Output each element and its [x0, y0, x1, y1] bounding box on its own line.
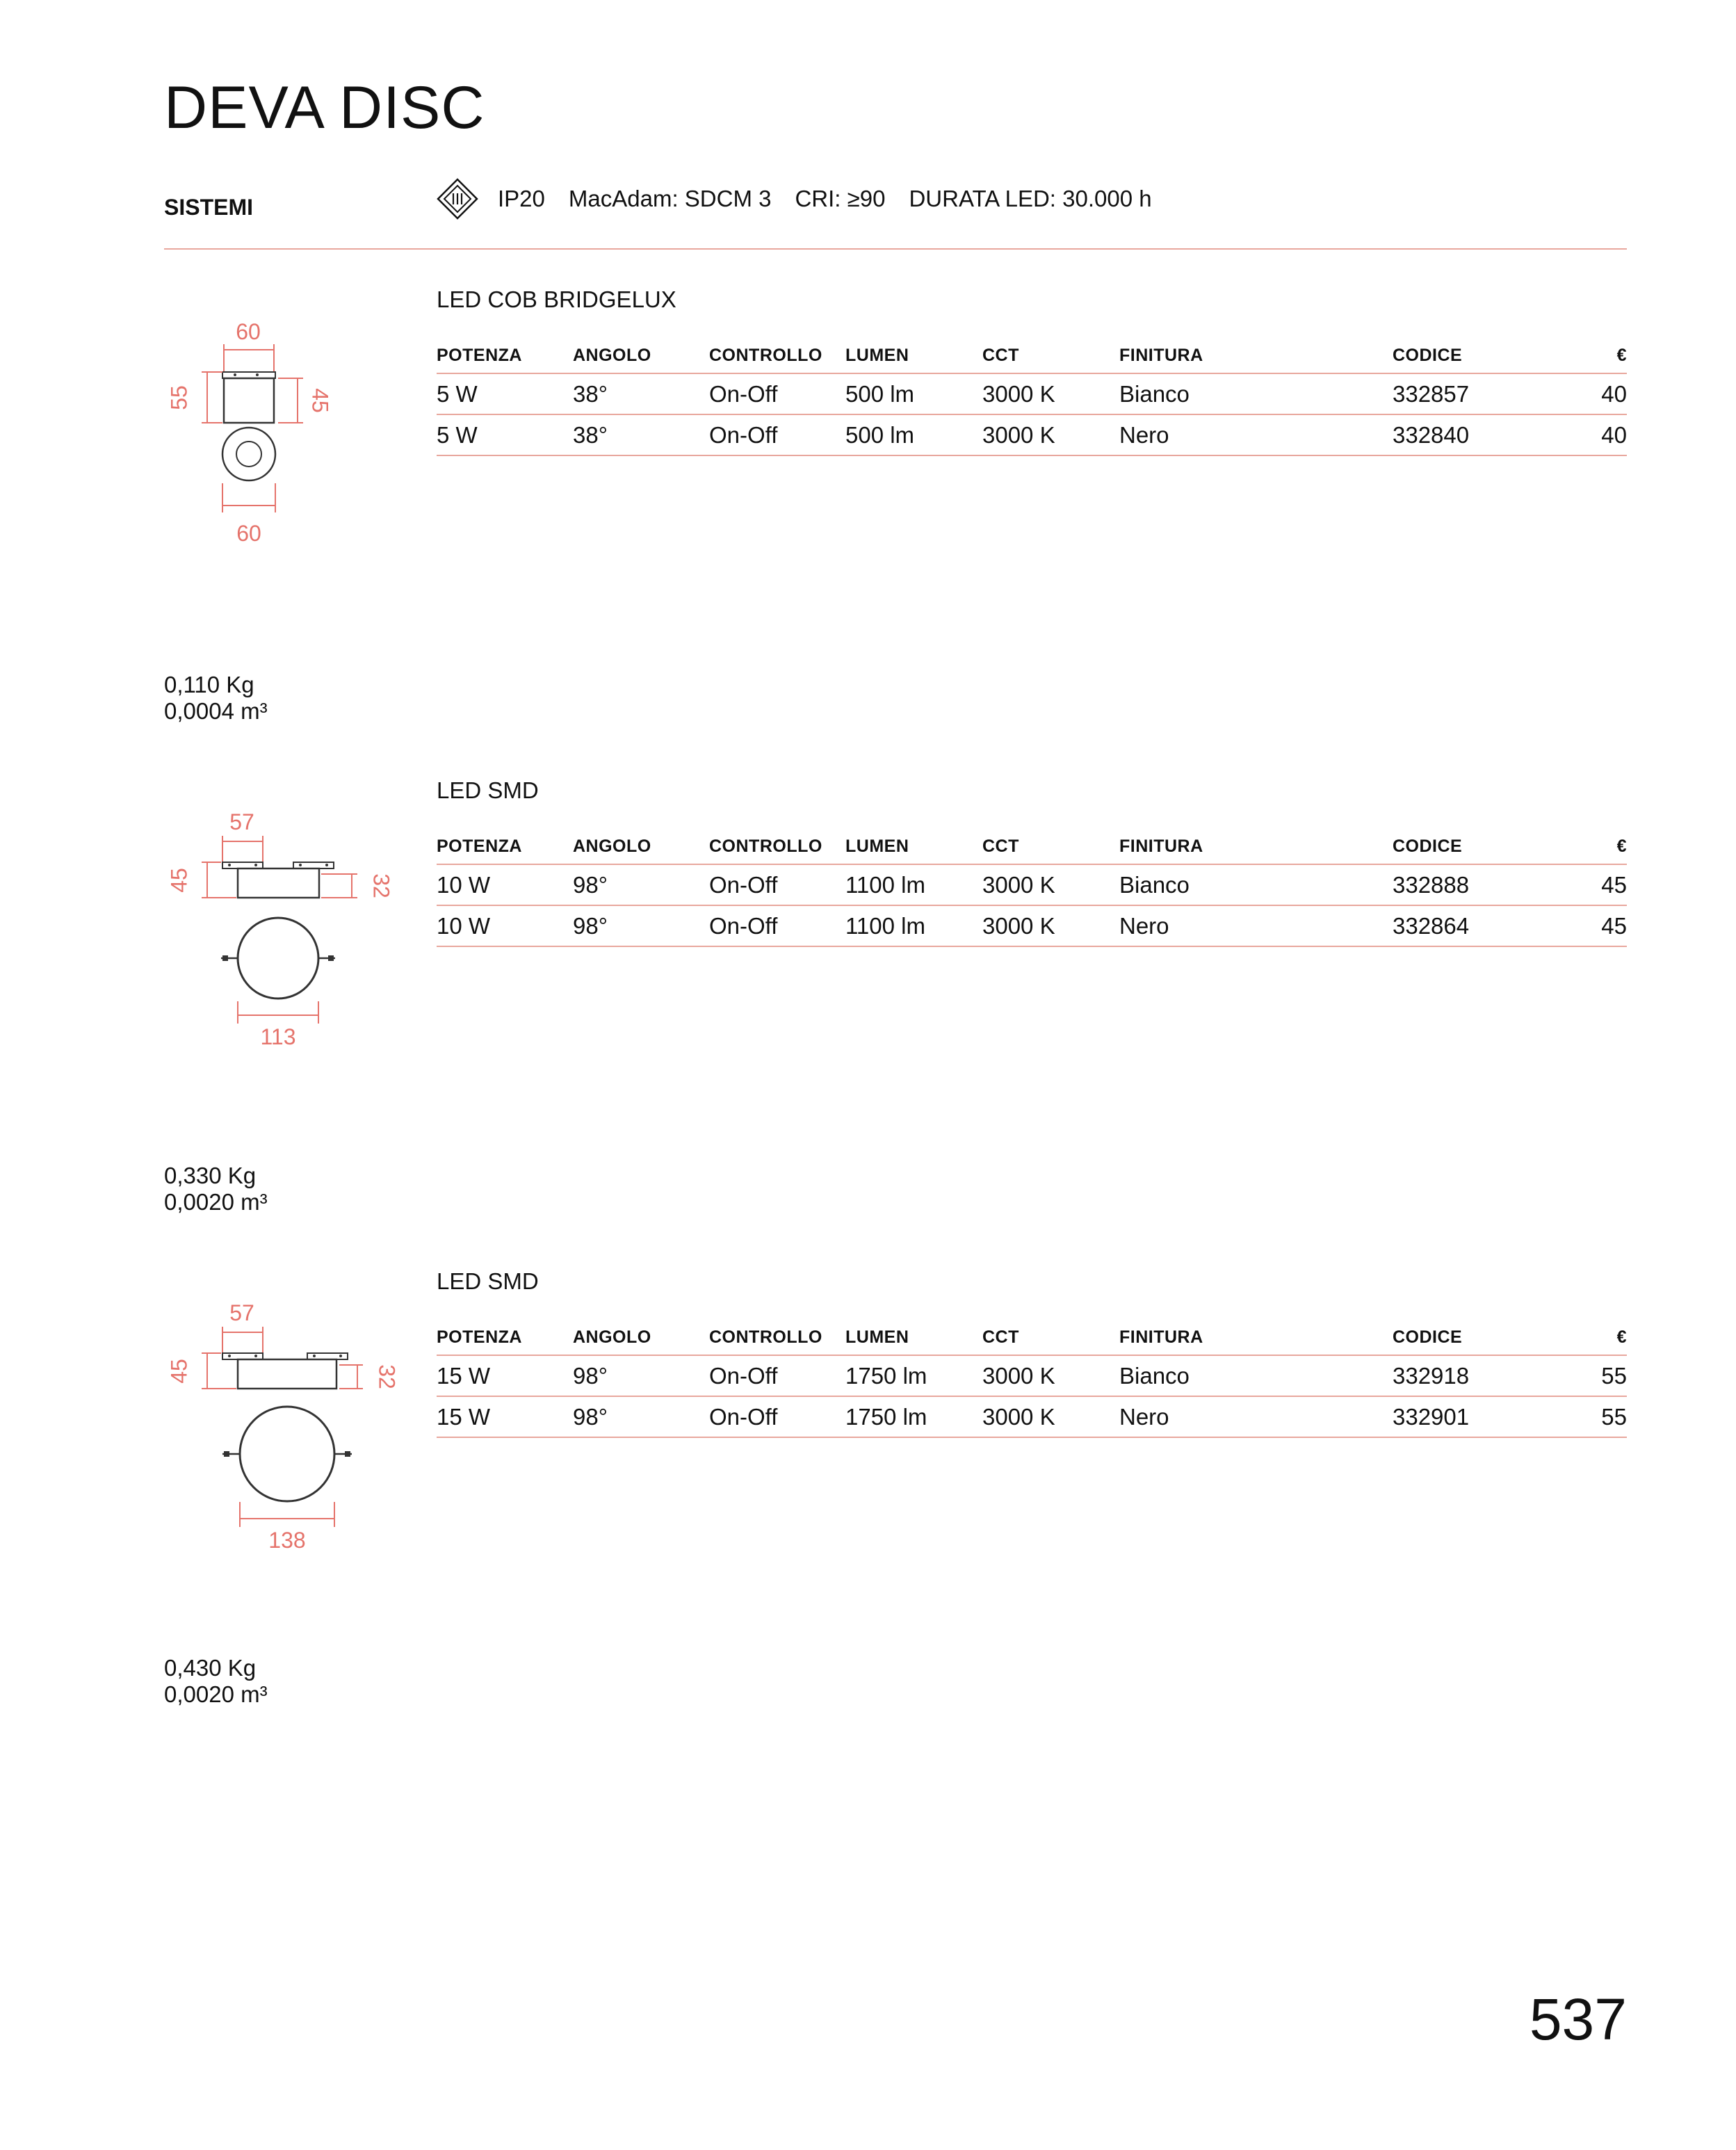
dim-width-top: 57	[229, 809, 254, 834]
col-codice: CODICE	[1393, 1320, 1570, 1355]
col-controllo: CONTROLLO	[709, 1320, 845, 1355]
table-header-row	[437, 829, 1627, 864]
cell-finitura: Bianco	[1119, 864, 1393, 905]
cell-codice: 332918	[1393, 1355, 1570, 1396]
cell-angolo: 98°	[573, 905, 709, 946]
spec-lifetime: DURATA LED: 30.000 h	[909, 186, 1152, 211]
dim-height-left: 45	[166, 1359, 192, 1384]
cell-lumen: 500 lm	[845, 414, 982, 455]
cell-finitura: Bianco	[1119, 373, 1393, 414]
table-row	[437, 1396, 1627, 1437]
cell-prezzo: 45	[1570, 905, 1627, 946]
cell-controllo: On-Off	[709, 864, 845, 905]
col-codice: CODICE	[1393, 829, 1570, 864]
cell-cct: 3000 K	[982, 905, 1119, 946]
class-iii-diamond-icon	[437, 178, 478, 220]
col-potenza: POTENZA	[437, 1320, 573, 1355]
cell-potenza: 5 W	[437, 373, 573, 414]
dim-height-right: 45	[307, 388, 333, 413]
col-lumen: LUMEN	[845, 338, 982, 373]
product-2-title: LED SMD	[437, 777, 539, 803]
product-1-title: LED COB BRIDGELUX	[437, 286, 676, 312]
col-angolo: ANGOLO	[573, 338, 709, 373]
dim-width-top: 60	[236, 319, 261, 344]
cell-prezzo: 40	[1570, 414, 1627, 455]
product-2-table	[437, 829, 1627, 947]
cell-prezzo: 45	[1570, 864, 1627, 905]
dim-width-bottom: 138	[268, 1528, 306, 1553]
col-lumen: LUMEN	[845, 829, 982, 864]
cell-controllo: On-Off	[709, 373, 845, 414]
cell-potenza: 15 W	[437, 1396, 573, 1437]
section-label-sistemi: SISTEMI	[164, 195, 254, 220]
weight-value: 0,430 Kg	[164, 1655, 257, 1681]
product-3-drawing	[146, 1298, 410, 1562]
col-potenza: POTENZA	[437, 338, 573, 373]
dim-height-right: 32	[368, 873, 394, 898]
dim-width-bottom: 113	[260, 1024, 296, 1049]
col-angolo: ANGOLO	[573, 1320, 709, 1355]
cell-lumen: 1750 lm	[845, 1355, 982, 1396]
cell-potenza: 10 W	[437, 905, 573, 946]
product-3-title: LED SMD	[437, 1268, 539, 1294]
header-divider	[164, 248, 1627, 250]
cell-prezzo: 55	[1570, 1396, 1627, 1437]
cell-codice: 332901	[1393, 1396, 1570, 1437]
cell-lumen: 1100 lm	[845, 905, 982, 946]
cell-lumen: 1100 lm	[845, 864, 982, 905]
cell-controllo: On-Off	[709, 905, 845, 946]
spec-cri: CRI: ≥90	[795, 186, 886, 211]
cell-finitura: Nero	[1119, 905, 1393, 946]
col-lumen: LUMEN	[845, 1320, 982, 1355]
col-finitura: FINITURA	[1119, 1320, 1393, 1355]
weight-value: 0,330 Kg	[164, 1163, 257, 1188]
table-row	[437, 1355, 1627, 1396]
cell-angolo: 98°	[573, 1396, 709, 1437]
cell-cct: 3000 K	[982, 373, 1119, 414]
volume-value: 0,0004 m³	[164, 698, 268, 724]
cell-prezzo: 55	[1570, 1355, 1627, 1396]
table-row	[437, 864, 1627, 905]
col-prezzo: €	[1570, 829, 1627, 864]
cell-controllo: On-Off	[709, 414, 845, 455]
dim-height-left: 55	[166, 385, 192, 410]
cell-finitura: Nero	[1119, 1396, 1393, 1437]
cell-codice: 332888	[1393, 864, 1570, 905]
table-row	[437, 373, 1627, 414]
col-finitura: FINITURA	[1119, 829, 1393, 864]
spec-strip	[437, 178, 1176, 220]
product-3-weight	[164, 1655, 268, 1708]
col-controllo: CONTROLLO	[709, 338, 845, 373]
cell-angolo: 98°	[573, 864, 709, 905]
dim-width-bottom: 60	[236, 521, 261, 546]
cell-angolo: 38°	[573, 414, 709, 455]
cell-lumen: 500 lm	[845, 373, 982, 414]
cell-codice: 332857	[1393, 373, 1570, 414]
cell-potenza: 5 W	[437, 414, 573, 455]
spec-macadam: MacAdam: SDCM 3	[568, 186, 772, 211]
product-2-drawing	[146, 807, 410, 1057]
product-1-table	[437, 338, 1627, 456]
cell-codice: 332864	[1393, 905, 1570, 946]
table-header-row	[437, 1320, 1627, 1355]
dim-height-right: 32	[374, 1364, 400, 1389]
page-number: 537	[1529, 1987, 1627, 2052]
col-prezzo: €	[1570, 1320, 1627, 1355]
col-codice: CODICE	[1393, 338, 1570, 373]
weight-value: 0,110 Kg	[164, 672, 254, 697]
cell-cct: 3000 K	[982, 1355, 1119, 1396]
cell-lumen: 1750 lm	[845, 1396, 982, 1437]
col-prezzo: €	[1570, 338, 1627, 373]
spec-ip: IP20	[498, 186, 545, 211]
cell-cct: 3000 K	[982, 414, 1119, 455]
cell-potenza: 15 W	[437, 1355, 573, 1396]
volume-value: 0,0020 m³	[164, 1681, 268, 1707]
product-3-table	[437, 1320, 1627, 1438]
product-1-drawing	[146, 316, 368, 553]
product-1-weight	[164, 672, 268, 725]
cell-angolo: 38°	[573, 373, 709, 414]
col-angolo: ANGOLO	[573, 829, 709, 864]
col-finitura: FINITURA	[1119, 338, 1393, 373]
dim-height-left: 45	[166, 868, 192, 893]
col-controllo: CONTROLLO	[709, 829, 845, 864]
col-cct: CCT	[982, 338, 1119, 373]
cell-controllo: On-Off	[709, 1396, 845, 1437]
col-cct: CCT	[982, 1320, 1119, 1355]
dim-width-top: 57	[229, 1300, 254, 1325]
table-row	[437, 905, 1627, 946]
product-2-weight	[164, 1163, 268, 1215]
cell-cct: 3000 K	[982, 1396, 1119, 1437]
table-row	[437, 414, 1627, 455]
cell-finitura: Bianco	[1119, 1355, 1393, 1396]
page-title: DEVA DISC	[164, 74, 485, 141]
col-potenza: POTENZA	[437, 829, 573, 864]
cell-potenza: 10 W	[437, 864, 573, 905]
cell-finitura: Nero	[1119, 414, 1393, 455]
col-cct: CCT	[982, 829, 1119, 864]
volume-value: 0,0020 m³	[164, 1189, 268, 1215]
cell-codice: 332840	[1393, 414, 1570, 455]
table-header-row	[437, 338, 1627, 373]
cell-cct: 3000 K	[982, 864, 1119, 905]
cell-prezzo: 40	[1570, 373, 1627, 414]
cell-controllo: On-Off	[709, 1355, 845, 1396]
cell-angolo: 98°	[573, 1355, 709, 1396]
